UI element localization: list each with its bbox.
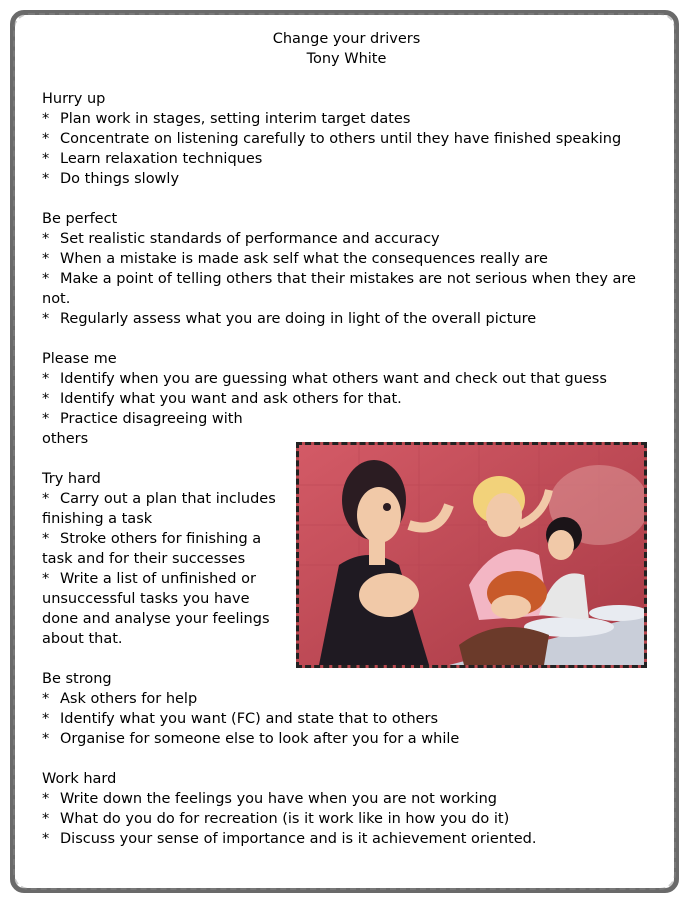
- list-item: * Write a list of unfinished or unsuccessful tasks you have done and analyse your feelings about that.: [42, 571, 270, 647]
- bullet-star: *: [42, 811, 50, 827]
- bullet-star: *: [42, 691, 50, 707]
- list-item-continuation: not.: [42, 291, 71, 307]
- list-item: * Regularly assess what you are doing in light of the overall picture: [42, 311, 537, 327]
- list-item: * Plan work in stages, setting interim target dates: [42, 111, 411, 127]
- bullet-star: *: [42, 231, 50, 247]
- list-item: * Identify what you want and ask others for that.: [42, 391, 402, 407]
- section-title-hurry-up: Hurry up: [42, 91, 106, 107]
- bullet-star: *: [42, 251, 50, 267]
- list-item: * Make a point of telling others that their mistakes are not serious when they are: [42, 271, 636, 287]
- bullet-star: *: [42, 151, 50, 167]
- women-at-mirror-illustration: [296, 442, 647, 668]
- bullet-star: *: [42, 411, 50, 427]
- bullet-star: *: [42, 531, 50, 547]
- illustration-svg: [299, 445, 644, 665]
- bullet-star: *: [42, 711, 50, 727]
- list-item: * Identify when you are guessing what others want and check out that guess: [42, 371, 607, 387]
- list-item: * Learn relaxation techniques: [42, 151, 263, 167]
- section-title-be-perfect: Be perfect: [42, 211, 118, 227]
- section-title-try-hard: Try hard: [42, 471, 101, 487]
- list-item: * Do things slowly: [42, 171, 180, 187]
- bullet-star: *: [42, 171, 50, 187]
- bullet-star: *: [42, 271, 50, 287]
- bullet-star: *: [42, 131, 50, 147]
- list-item: * Stroke others for finishing a task and for their successes: [42, 531, 262, 567]
- section-title-be-strong: Be strong: [42, 671, 112, 687]
- list-item: * Practice disagreeing with: [42, 411, 243, 427]
- author-name: Tony White: [306, 51, 387, 67]
- list-item: * Write down the feelings you have when you are not working: [42, 791, 497, 807]
- list-item: * Set realistic standards of performance and accuracy: [42, 231, 440, 247]
- list-item: * Carry out a plan that includes finishing a task: [42, 491, 276, 527]
- bullet-star: *: [42, 491, 50, 507]
- bullet-star: *: [42, 111, 50, 127]
- section-title-work-hard: Work hard: [42, 771, 117, 787]
- bullet-star: *: [42, 571, 50, 587]
- list-item: * When a mistake is made ask self what the consequences really are: [42, 251, 548, 267]
- list-item-continuation: others: [42, 431, 89, 447]
- section-title-please-me: Please me: [42, 351, 117, 367]
- list-item: * Identify what you want (FC) and state that to others: [42, 711, 439, 727]
- list-item: * Discuss your sense of importance and is it achievement oriented.: [42, 831, 537, 847]
- page-title: Change your drivers: [272, 31, 421, 47]
- list-item: * What do you do for recreation (is it work like in how you do it): [42, 811, 510, 827]
- list-item: * Concentrate on listening carefully to others until they have finished speaking: [42, 131, 622, 147]
- bullet-star: *: [42, 371, 50, 387]
- bullet-star: *: [42, 391, 50, 407]
- list-item: * Organise for someone else to look after you for a while: [42, 731, 460, 747]
- list-item: * Ask others for help: [42, 691, 198, 707]
- bullet-star: *: [42, 791, 50, 807]
- bullet-star: *: [42, 731, 50, 747]
- bullet-star: *: [42, 311, 50, 327]
- bullet-star: *: [42, 831, 50, 847]
